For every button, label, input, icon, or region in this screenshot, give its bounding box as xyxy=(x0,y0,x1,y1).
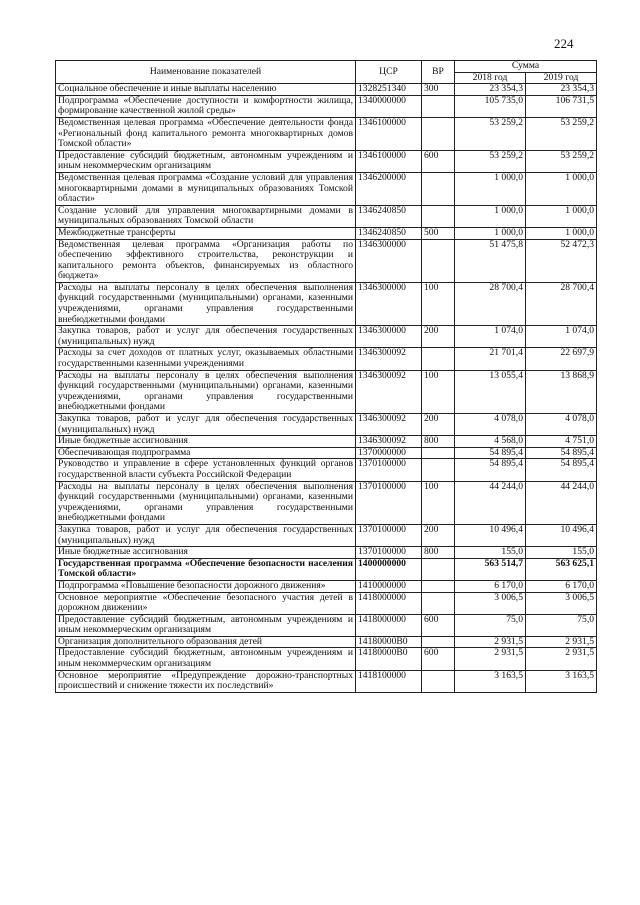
row-csr: 1346100000 xyxy=(356,150,422,172)
table-row xyxy=(56,172,597,205)
row-sum-2018: 54 895,4 xyxy=(455,447,526,459)
row-name: Расходы на выплаты персоналу в целях обеспечения выполнения функций государственными (муниципальными) органами, казенными учреждениями, органами управления государственными внебюджетными фондами xyxy=(56,481,356,524)
row-sum-2019: 3 006,5 xyxy=(526,592,597,614)
table-row xyxy=(56,84,597,96)
row-sum-2018: 3 163,5 xyxy=(455,670,526,692)
table-row xyxy=(56,648,597,670)
header-year-2019: 2019 год xyxy=(526,72,597,84)
row-name: Подпрограмма «Обеспечение доступности и комфортности жилища, формирование качественной жилой среды» xyxy=(56,95,356,117)
row-csr: 1346300000 xyxy=(356,239,422,282)
row-sum-2018: 51 475,8 xyxy=(455,239,526,282)
row-sum-2019: 1 000,0 xyxy=(526,205,597,227)
row-sum-2018: 2 931,5 xyxy=(455,636,526,648)
table-row xyxy=(56,670,597,692)
table-row xyxy=(56,117,597,150)
row-csr: 1370100000 xyxy=(356,524,422,546)
row-csr: 1370100000 xyxy=(356,481,422,524)
row-name: Руководство и управление в сфере установленных функций органов государственной власти субъекта Российской Федерации xyxy=(56,459,356,481)
row-sum-2019: 1 000,0 xyxy=(526,227,597,239)
table-row xyxy=(56,558,597,580)
table-row xyxy=(56,614,597,636)
row-csr: 1346300000 xyxy=(356,326,422,348)
row-vr xyxy=(422,636,455,648)
row-vr: 800 xyxy=(422,547,455,559)
row-csr: 1346240850 xyxy=(356,227,422,239)
table-header xyxy=(56,61,597,84)
row-sum-2019: 3 163,5 xyxy=(526,670,597,692)
row-csr: 1400000000 xyxy=(356,558,422,580)
table-row xyxy=(56,580,597,592)
row-vr xyxy=(422,172,455,205)
row-sum-2019: 106 731,5 xyxy=(526,95,597,117)
table-row xyxy=(56,326,597,348)
table-row xyxy=(56,348,597,370)
row-vr: 500 xyxy=(422,227,455,239)
row-csr: 1410000000 xyxy=(356,580,422,592)
budget-table xyxy=(55,60,597,693)
row-vr: 100 xyxy=(422,481,455,524)
row-csr: 1346300092 xyxy=(356,348,422,370)
row-name: Закупка товаров, работ и услуг для обеспечения государственных (муниципальных) нужд xyxy=(56,326,356,348)
row-name: Предоставление субсидий бюджетным, автономным учреждениям и иным некоммерческим организациям xyxy=(56,150,356,172)
row-csr: 1346200000 xyxy=(356,172,422,205)
row-name: Расходы на выплаты персоналу в целях обеспечения выполнения функций государственными (муниципальными) органами, казенными учреждениями, органами управления государственными внебюджетными фондами xyxy=(56,282,356,325)
row-name: Расходы на выплаты персоналу в целях обеспечения выполнения функций государственными (муниципальными) органами, казенными учреждениями, органами управления государственными внебюджетными фондами xyxy=(56,370,356,413)
row-sum-2019: 23 354,3 xyxy=(526,84,597,96)
row-sum-2019: 53 259,2 xyxy=(526,150,597,172)
row-csr: 1370100000 xyxy=(356,459,422,481)
header-name: Наименование показателей xyxy=(56,61,356,84)
row-sum-2018: 75,0 xyxy=(455,614,526,636)
row-csr: 14180000В0 xyxy=(356,648,422,670)
table-row xyxy=(56,592,597,614)
header-sum: Сумма xyxy=(455,61,597,73)
row-name: Межбюджетные трансферты xyxy=(56,227,356,239)
row-vr xyxy=(422,239,455,282)
row-vr xyxy=(422,348,455,370)
row-name: Иные бюджетные ассигнования xyxy=(56,547,356,559)
table-row xyxy=(56,282,597,325)
row-sum-2018: 21 701,4 xyxy=(455,348,526,370)
row-sum-2019: 4 078,0 xyxy=(526,414,597,436)
row-sum-2019: 1 000,0 xyxy=(526,172,597,205)
row-csr: 1418000000 xyxy=(356,592,422,614)
row-sum-2019: 1 074,0 xyxy=(526,326,597,348)
row-name: Подпрограмма «Повышение безопасности дорожного движения» xyxy=(56,580,356,592)
row-sum-2019: 6 170,0 xyxy=(526,580,597,592)
row-vr xyxy=(422,95,455,117)
row-sum-2018: 44 244,0 xyxy=(455,481,526,524)
row-name: Ведомственная целевая программа «Обеспечение деятельности фонда «Региональный фонд капитального ремонта многоквартирных домов Томской области» xyxy=(56,117,356,150)
row-vr: 100 xyxy=(422,370,455,413)
row-sum-2018: 2 931,5 xyxy=(455,648,526,670)
row-vr xyxy=(422,580,455,592)
row-vr xyxy=(422,117,455,150)
row-csr: 14180000В0 xyxy=(356,636,422,648)
header-year-2018: 2018 год xyxy=(455,72,526,84)
table-row xyxy=(56,227,597,239)
row-sum-2019: 22 697,9 xyxy=(526,348,597,370)
row-name: Государственная программа «Обеспечение безопасности населения Томской области» xyxy=(56,558,356,580)
row-sum-2018: 54 895,4 xyxy=(455,459,526,481)
row-name: Предоставление субсидий бюджетным, автономным учреждениям и иным некоммерческим организациям xyxy=(56,614,356,636)
row-sum-2019: 13 868,9 xyxy=(526,370,597,413)
row-csr: 1346300000 xyxy=(356,282,422,325)
table-row xyxy=(56,524,597,546)
table-row xyxy=(56,370,597,413)
row-sum-2018: 13 055,4 xyxy=(455,370,526,413)
row-vr: 200 xyxy=(422,524,455,546)
row-sum-2018: 28 700,4 xyxy=(455,282,526,325)
row-name: Социальное обеспечение и иные выплаты населению xyxy=(56,84,356,96)
row-sum-2019: 2 931,5 xyxy=(526,636,597,648)
row-name: Иные бюджетные ассигнования xyxy=(56,436,356,448)
row-sum-2019: 155,0 xyxy=(526,547,597,559)
row-vr xyxy=(422,592,455,614)
header-vr: ВР xyxy=(422,61,455,84)
row-csr: 1418100000 xyxy=(356,670,422,692)
row-sum-2019: 52 472,3 xyxy=(526,239,597,282)
row-sum-2018: 53 259,2 xyxy=(455,150,526,172)
table-row xyxy=(56,205,597,227)
row-csr: 1370100000 xyxy=(356,547,422,559)
row-sum-2018: 1 000,0 xyxy=(455,172,526,205)
row-sum-2019: 2 931,5 xyxy=(526,648,597,670)
row-name: Организация дополнительного образования детей xyxy=(56,636,356,648)
row-vr: 600 xyxy=(422,150,455,172)
row-sum-2018: 6 170,0 xyxy=(455,580,526,592)
row-name: Предоставление субсидий бюджетным, автономным учреждениям и иным некоммерческим организациям xyxy=(56,648,356,670)
row-sum-2018: 10 496,4 xyxy=(455,524,526,546)
row-csr: 1346300092 xyxy=(356,370,422,413)
row-sum-2019: 4 751,0 xyxy=(526,436,597,448)
table-row xyxy=(56,95,597,117)
row-csr: 1346300092 xyxy=(356,414,422,436)
table-row xyxy=(56,436,597,448)
table-row xyxy=(56,481,597,524)
row-sum-2019: 75,0 xyxy=(526,614,597,636)
row-vr: 800 xyxy=(422,436,455,448)
row-vr xyxy=(422,447,455,459)
row-csr: 1418000000 xyxy=(356,614,422,636)
row-csr: 1328251340 xyxy=(356,84,422,96)
row-vr: 300 xyxy=(422,84,455,96)
row-sum-2018: 4 078,0 xyxy=(455,414,526,436)
row-csr: 1370000000 xyxy=(356,447,422,459)
row-csr: 1346100000 xyxy=(356,117,422,150)
row-name: Создание условий для управления многоквартирными домами в муниципальных образованиях Томской области xyxy=(56,205,356,227)
row-name: Закупка товаров, работ и услуг для обеспечения государственных (муниципальных) нужд xyxy=(56,524,356,546)
table-row xyxy=(56,414,597,436)
row-sum-2019: 28 700,4 xyxy=(526,282,597,325)
row-vr xyxy=(422,558,455,580)
table-row xyxy=(56,239,597,282)
row-vr: 200 xyxy=(422,414,455,436)
row-sum-2018: 155,0 xyxy=(455,547,526,559)
row-name: Обеспечивающая подпрограмма xyxy=(56,447,356,459)
table-row xyxy=(56,447,597,459)
row-sum-2018: 3 006,5 xyxy=(455,592,526,614)
row-csr: 1340000000 xyxy=(356,95,422,117)
row-sum-2019: 54 895,4 xyxy=(526,459,597,481)
row-sum-2018: 1 000,0 xyxy=(455,227,526,239)
row-name: Основное мероприятие «Предупреждение дорожно-транспортных происшествий и снижение тяжести их последствий» xyxy=(56,670,356,692)
row-csr: 1346240850 xyxy=(356,205,422,227)
row-vr xyxy=(422,670,455,692)
row-sum-2019: 53 259,2 xyxy=(526,117,597,150)
page-number: 224 xyxy=(554,36,574,51)
row-csr: 1346300092 xyxy=(356,436,422,448)
row-vr: 600 xyxy=(422,648,455,670)
table-row xyxy=(56,150,597,172)
row-sum-2018: 1 000,0 xyxy=(455,205,526,227)
header-csr: ЦСР xyxy=(356,61,422,84)
row-name: Ведомственная целевая программа «Организация работы по обеспечению эффективного строительства, реконструкции и капитального ремонта объектов, финансируемых из областного бюджета» xyxy=(56,239,356,282)
row-name: Закупка товаров, работ и услуг для обеспечения государственных (муниципальных) нужд xyxy=(56,414,356,436)
row-vr: 600 xyxy=(422,614,455,636)
row-vr xyxy=(422,205,455,227)
row-sum-2018: 105 735,0 xyxy=(455,95,526,117)
row-vr: 200 xyxy=(422,326,455,348)
row-sum-2018: 23 354,3 xyxy=(455,84,526,96)
row-sum-2018: 563 514,7 xyxy=(455,558,526,580)
row-name: Расходы за счет доходов от платных услуг, оказываемых областными государственными казенными учреждениями xyxy=(56,348,356,370)
row-sum-2019: 563 625,1 xyxy=(526,558,597,580)
row-sum-2019: 54 895,4 xyxy=(526,447,597,459)
row-vr: 100 xyxy=(422,282,455,325)
table-row xyxy=(56,547,597,559)
row-sum-2018: 53 259,2 xyxy=(455,117,526,150)
table-body xyxy=(56,84,597,693)
row-sum-2019: 10 496,4 xyxy=(526,524,597,546)
row-sum-2019: 44 244,0 xyxy=(526,481,597,524)
row-sum-2018: 1 074,0 xyxy=(455,326,526,348)
table-row xyxy=(56,459,597,481)
row-vr xyxy=(422,459,455,481)
row-sum-2018: 4 568,0 xyxy=(455,436,526,448)
row-name: Ведомственная целевая программа «Создание условий для управления многоквартирными домами в муниципальных образованиях Томской области» xyxy=(56,172,356,205)
row-name: Основное мероприятие «Обеспечение безопасного участия детей в дорожном движении» xyxy=(56,592,356,614)
table-row xyxy=(56,636,597,648)
